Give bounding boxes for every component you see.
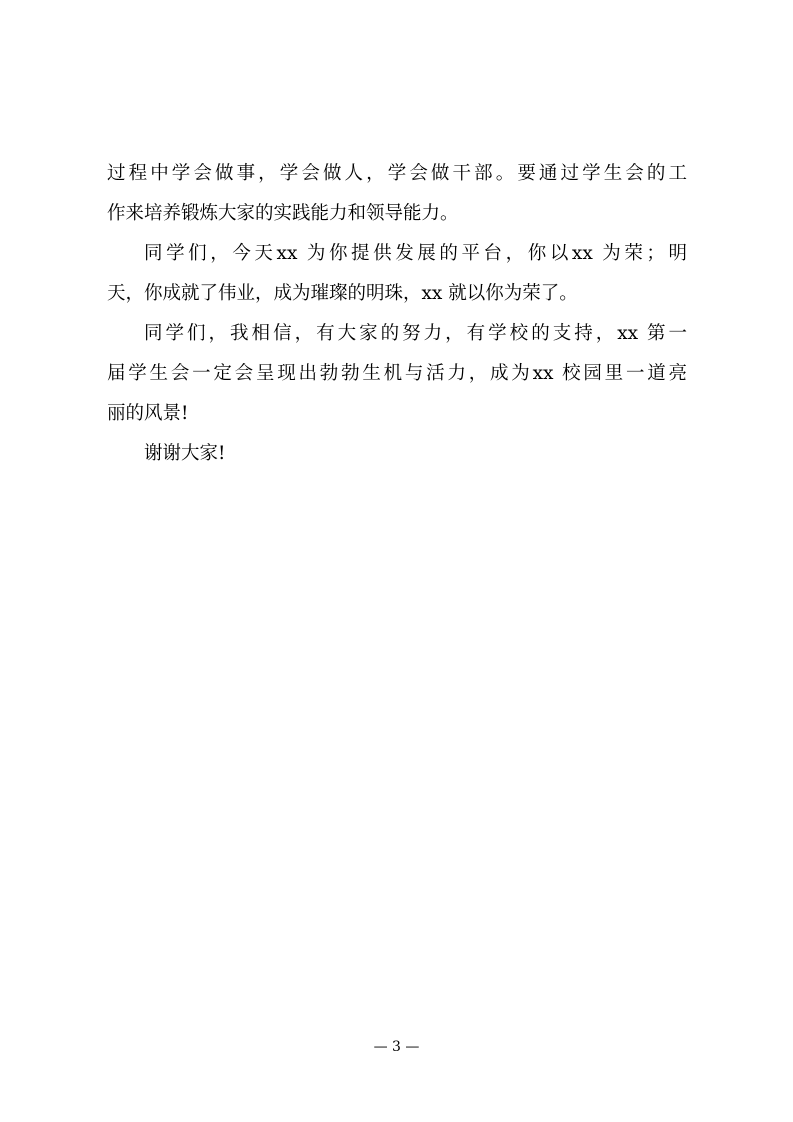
text-line: 过程中学会做事，学会做人，学会做干部。要通过学生会的工 [107, 163, 687, 184]
paragraph-start-line: 同学们，今天xx 为你提供发展的平台，你以xx 为荣；明 [144, 243, 687, 264]
document-body [107, 154, 687, 474]
text-line: 作来培养锻炼大家的实践能力和领导能力。 [107, 203, 459, 224]
text-line: 天，你成就了伟业，成为璀璨的明珠，xx 就以你为荣了。 [107, 283, 578, 304]
page-number: — 3 — [373, 1039, 420, 1055]
text-line: 丽的风景! [107, 403, 189, 424]
text-line: 届学生会一定会呈现出勃勃生机与活力，成为xx 校园里一道亮 [107, 363, 687, 384]
paragraph-start-line: 同学们，我相信，有大家的努力，有学校的支持，xx 第一 [144, 323, 687, 344]
closing-line: 谢谢大家! [144, 443, 226, 464]
